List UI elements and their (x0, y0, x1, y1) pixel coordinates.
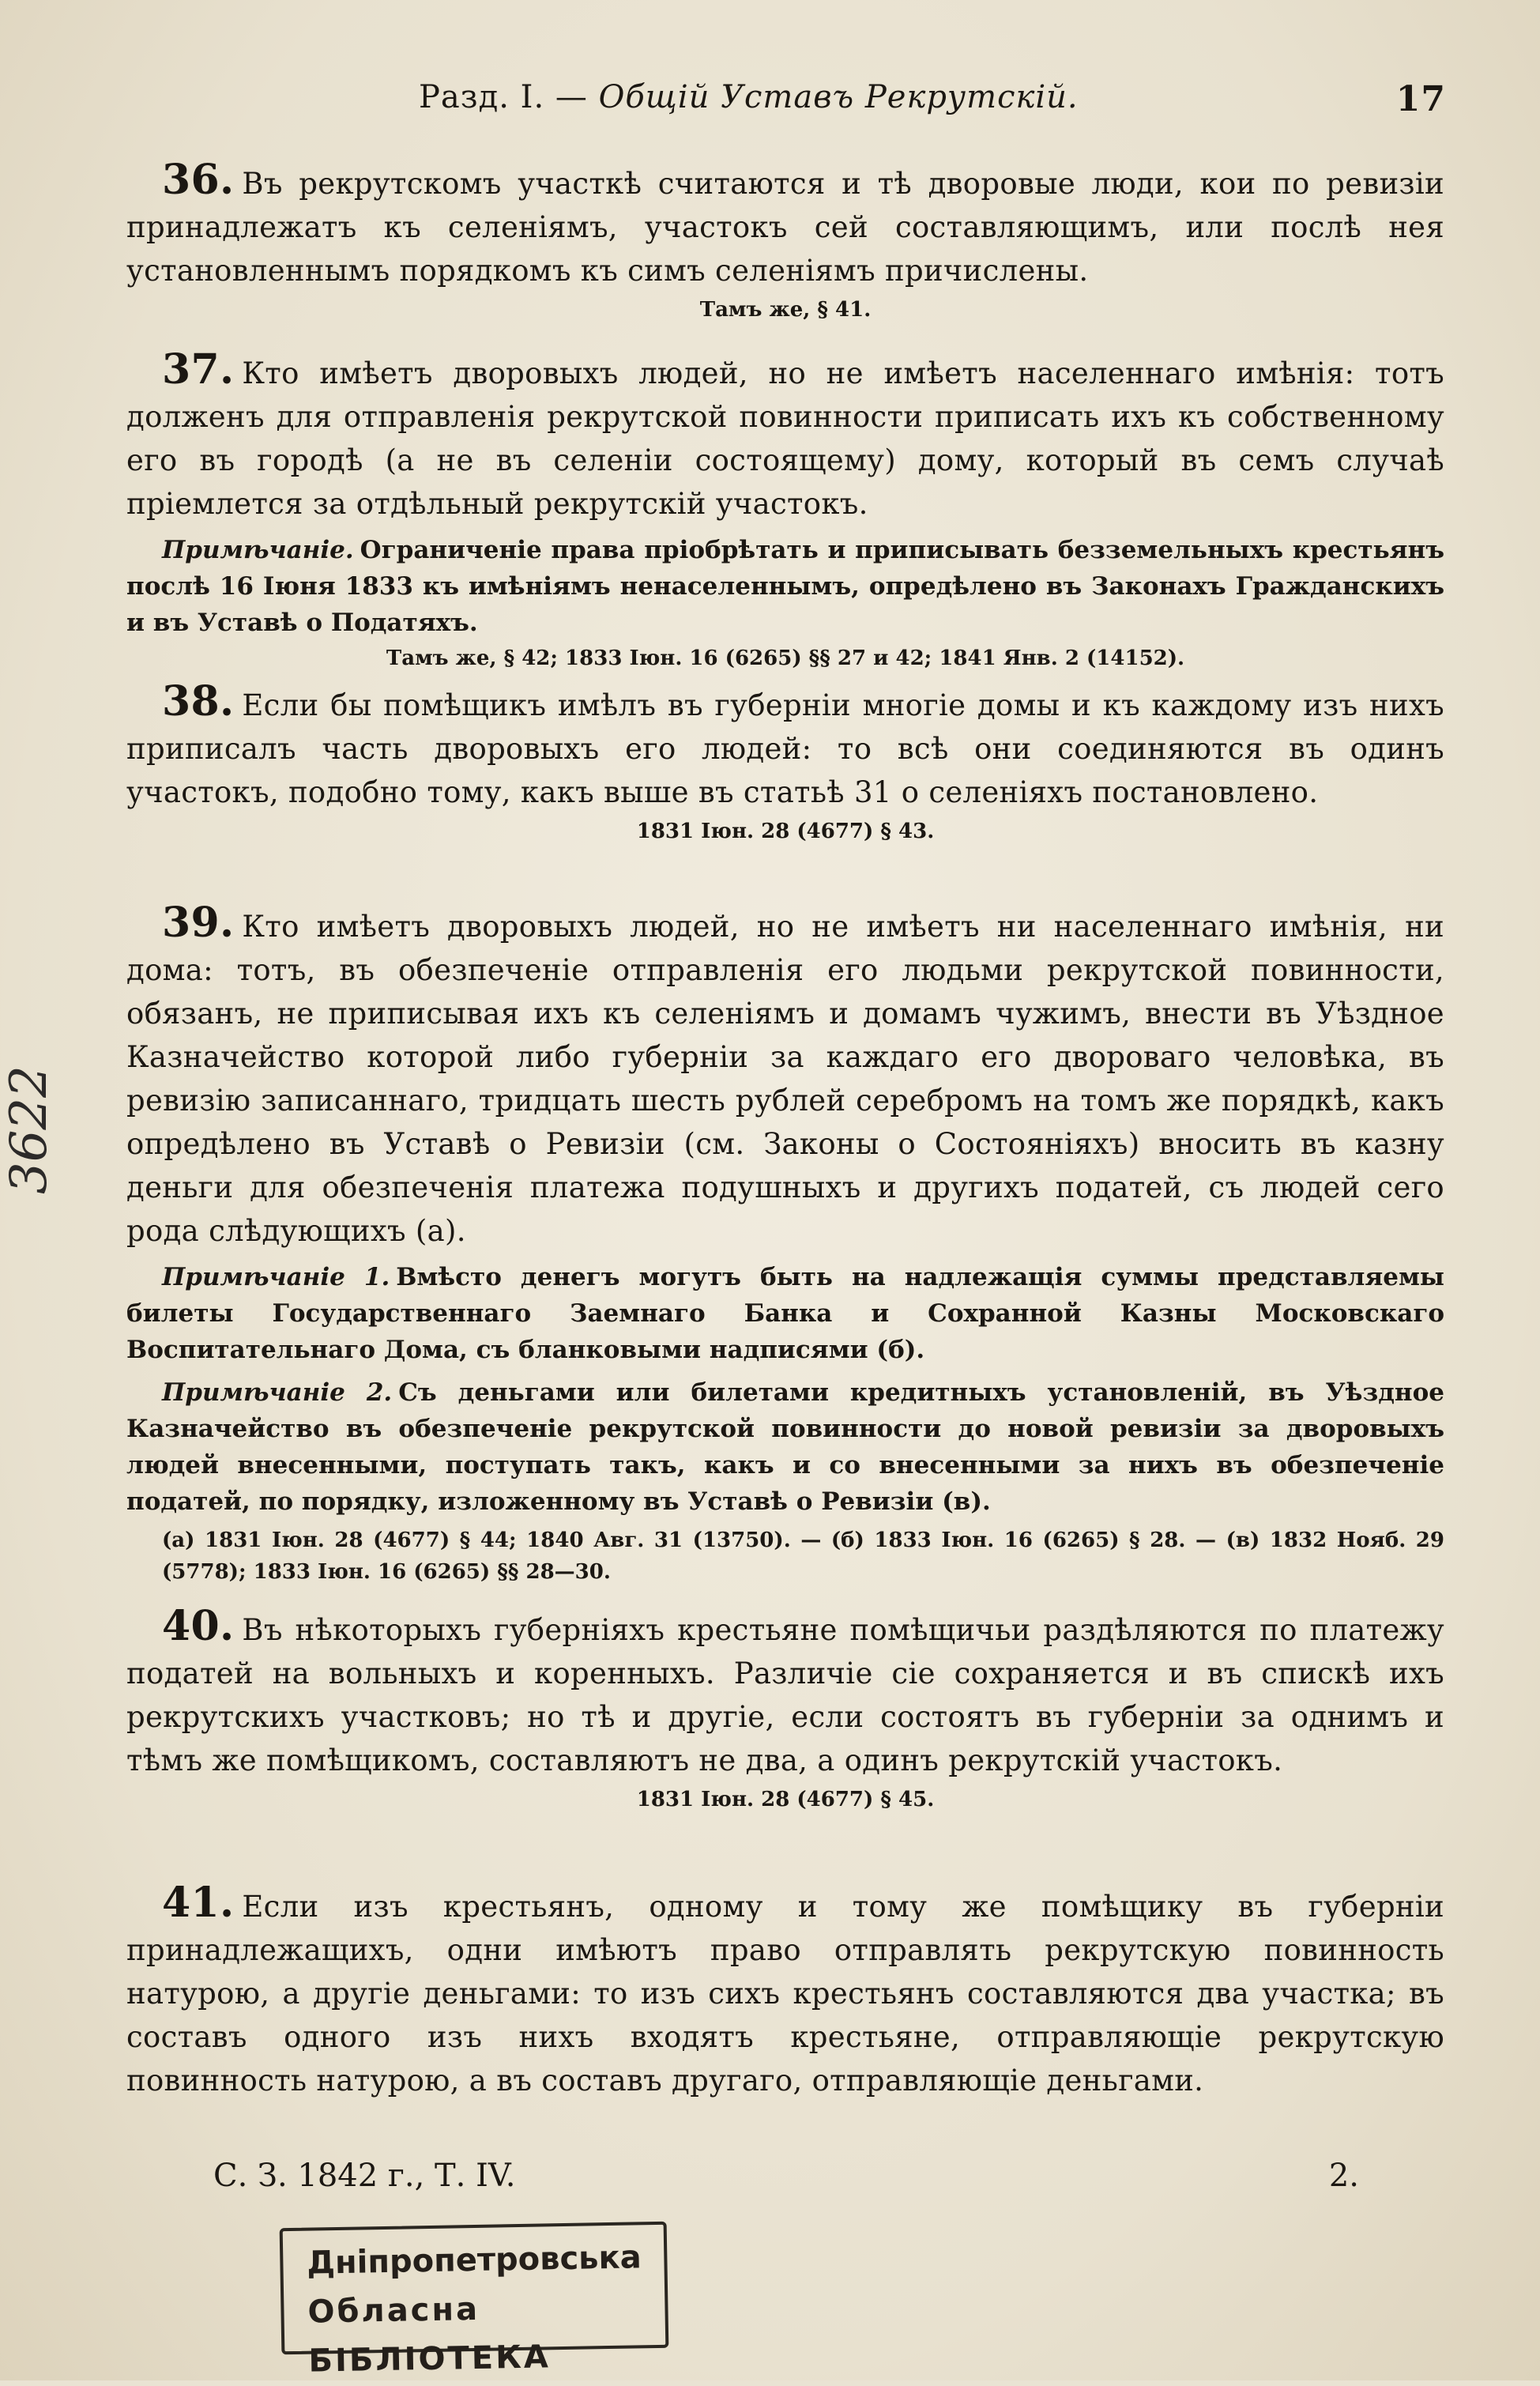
article-37: 37. Кто имѣетъ дворовыхъ людей, но не имѣетъ населеннаго имѣнія: тотъ долженъ для отправленія рекрутской повинности приписать ихъ къ собственному его въ городѣ (а не въ селеніи состоящему) дому, который въ семъ случаѣ пріемлется за отдѣльный рекрутскій участокъ. Примѣчаніе. Ограниченіе права пріобрѣтать и приписывать безземельныхъ крестьянъ послѣ 16 Іюня 1833 къ имѣніямъ ненаселеннымъ, опредѣлено въ Законахъ Гражданскихъ и въ Уставѣ о Податяхъ. Тамъ же, § 42; 1833 Іюн. 16 (6265) §§ 27 и 42; 1841 Янв. 2 (14152). (126, 348, 1444, 674)
header-title (419, 79, 1079, 115)
article-source: Тамъ же, § 41. (699, 298, 872, 322)
article-38: 38. Если бы помѣщикъ имѣлъ въ губерніи многіе домы и къ каждому изъ нихъ приписалъ часть дворовыхъ его людей: то всѣ они соединяются въ одинъ участокъ, подобно тому, какъ выше въ статьѣ 31 о селеніяхъ постановлено. 1831 Іюн. 28 (4677) § 43. (126, 680, 1444, 847)
article-note-2: Примѣчаніе 2. Съ деньгами или билетами кредитныхъ установленій, въ Уѣздное Казначейство въ обезпеченіе рекрутской повинности до новой ревизіи за дворовыхъ людей внесенными, поступать такъ, какъ и со внесенными за нихъ въ обезпеченіе податей, по порядку, изложенному въ Уставѣ о Ревизіи (в). (126, 1378, 1444, 1516)
article-note-1: Примѣчаніе 1. Вмѣсто денегъ могутъ быть на надлежащія суммы представляемы билеты Государственнаго Заемнаго Банка и Сохранной Казны Московскаго Воспитательнаго Дома, съ бланковыми надписями (б). (126, 1263, 1444, 1364)
article-source: Тамъ же, § 42; 1833 Іюн. 16 (6265) §§ 27 и 42; 1841 Янв. 2 (14152). (386, 646, 1185, 670)
article-39: 39. Кто имѣетъ дворовыхъ людей, но не имѣетъ ни населеннаго имѣнія, ни дома: тотъ, въ обезпеченіе отправленія его людьми рекрутской повинности, обязанъ, не приписывая ихъ къ селеніямъ и домамъ чужимъ, внести въ Уѣздное Казначейство которой либо губерніи за каждаго его дворовaго человѣка, въ ревизію записаннаго, тридцать шесть рублей серебромъ на томъ же порядкѣ, какъ опредѣлено въ Уставѣ о Ревизіи (см. Законы о Состояніяхъ) вносить въ казну деньги для обезпеченія платежа подушныхъ и другихъ податей, съ людей сего рода слѣдующихъ (а). Примѣчаніе 1. Вмѣсто денегъ могутъ быть на надлежащія суммы представляемы билеты Государственнаго Заемнаго Банка и Сохранной Казны Московскаго Воспитательнаго Дома, съ бланковыми надписями (б). Примѣчаніе 2. Съ деньгами или билетами кредитныхъ установленій, въ Уѣздное Казначейство въ обезпеченіе рекрутской повинности до новой ревизіи за дворовыхъ людей внесенными, поступать такъ, какъ и со внесенными за нихъ въ обезпеченіе податей, по порядку, изложенному въ Уставѣ о Ревизіи (в). (а) 1831 Іюн. 28 (4677) § 44; 1840 Авг. 31 (13750). — (б) 1833 Іюн. 16 (6265) § 28. — (в) 1832 Нояб. 29 (5778); 1833 Іюн. 16 (6265) §§ 28—30. (126, 901, 1444, 1588)
article-40: 40. Въ нѣкоторыхъ губерніяхъ крестьяне помѣщичьи раздѣляются по платежу податей на вольныхъ и коренныхъ. Различіе сіе сохраняется и въ спискѣ ихъ рекрутскихъ участковъ; но тѣ и другіе, если состоятъ въ губерніи за однимъ и тѣмъ же помѣщикомъ, составляютъ не два, а одинъ рекрутскій участокъ. 1831 Іюн. 28 (4677) § 45. (126, 1604, 1444, 1815)
page-number: 17 (1395, 79, 1446, 119)
page-footer (213, 2158, 1359, 2205)
article-source: 1831 Іюн. 28 (4677) § 43. (636, 820, 935, 843)
header-subject: Общій Уставъ Рекрутскій. (598, 79, 1079, 115)
library-stamp: Дніпропетровська Обласна БІБЛІОТЕКА (280, 2222, 669, 2355)
article-references: (а) 1831 Іюн. 28 (4677) § 44; 1840 Авг. 31 (13750). — (б) 1833 Іюн. 16 (6265) § 28. — (в) 1832 Нояб. 29 (5778); 1833 Іюн. 16 (6265) §§ 28—30. (162, 1528, 1444, 1584)
footer-signature: 2. (1328, 2158, 1359, 2194)
header-section: Разд. I. (419, 79, 545, 115)
running-header (158, 79, 1446, 126)
article-36: 36. Въ рекрутскомъ участкѣ считаются и тѣ дворовые люди, кои по ревизіи принадлежатъ къ селеніямъ, участокъ сей составляющимъ, или послѣ нея установленнымъ порядкомъ къ симъ селеніямъ причислены. Тамъ же, § 41. (126, 158, 1444, 326)
footer-volume: С. З. 1842 г., Т. IV. (213, 2158, 516, 2194)
handwritten-inventory-number: 3622 (0, 1065, 58, 1195)
article-source: 1831 Іюн. 28 (4677) § 45. (636, 1788, 935, 1811)
article-41: 41. Если изъ крестьянъ, одному и тому же помѣщику въ губерніи принадлежащихъ, одни имѣютъ право отправлять рекрутскую повинность натурою, а другіе деньгами: то изъ сихъ крестьянъ составляются два участка; въ составъ одного изъ нихъ входятъ крестьяне, отправляющіе рекрутскую повинность натурою, а въ составъ другаго, отправляющіе деньгами. (126, 1879, 1444, 2098)
article-note: Примѣчаніе. Ограниченіе права пріобрѣтать и приписывать безземельныхъ крестьянъ послѣ 16 Іюня 1833 къ имѣніямъ ненаселеннымъ, опредѣлено въ Законахъ Гражданскихъ и въ Уставѣ о Податяхъ. (126, 536, 1444, 637)
header-dash: — (555, 79, 588, 115)
